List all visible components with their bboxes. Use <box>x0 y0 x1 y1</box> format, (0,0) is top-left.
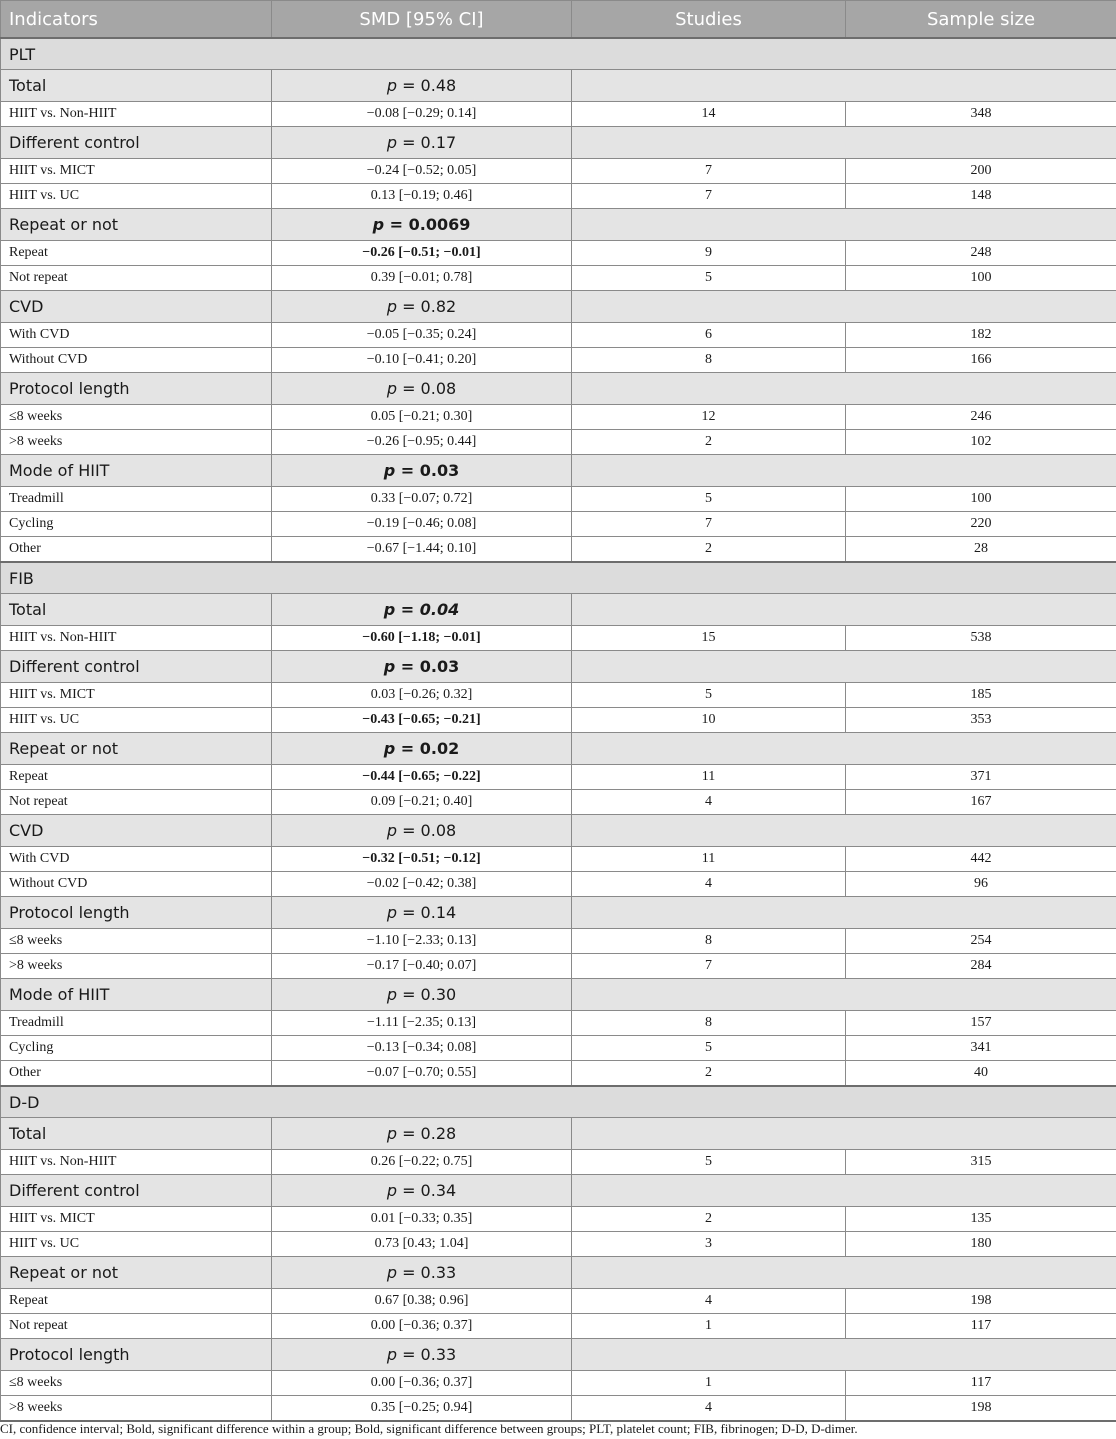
group-p-value <box>272 594 572 626</box>
table-row <box>1 241 1116 266</box>
group-row <box>1 897 1116 929</box>
table-row <box>1 1289 1116 1314</box>
group-label: Protocol length <box>1 897 272 929</box>
row-studies: 14 <box>572 102 846 127</box>
row-label: Other <box>1 1061 272 1087</box>
row-label: HIIT vs. UC <box>1 184 272 209</box>
row-smd: −0.24 [−0.52; 0.05] <box>272 159 572 184</box>
row-studies: 2 <box>572 430 846 455</box>
row-label: ≤8 weeks <box>1 1371 272 1396</box>
group-p-value <box>272 1257 572 1289</box>
row-label: Cycling <box>1 512 272 537</box>
table-row <box>1 708 1116 733</box>
row-sample-size: 96 <box>846 872 1116 897</box>
group-label: Total <box>1 70 272 102</box>
table-row <box>1 512 1116 537</box>
row-studies: 5 <box>572 487 846 512</box>
group-empty-cell <box>572 127 1116 159</box>
group-p-value <box>272 1118 572 1150</box>
table-row <box>1 765 1116 790</box>
row-studies: 5 <box>572 1036 846 1061</box>
row-studies: 4 <box>572 1396 846 1422</box>
row-smd: 0.00 [−0.36; 0.37] <box>272 1371 572 1396</box>
group-empty-cell <box>572 373 1116 405</box>
row-smd: −0.44 [−0.65; −0.22] <box>272 765 572 790</box>
p-symbol: p <box>386 76 397 95</box>
row-label: Repeat <box>1 241 272 266</box>
group-empty-cell <box>572 733 1116 765</box>
row-studies: 4 <box>572 1289 846 1314</box>
group-p-value <box>272 373 572 405</box>
p-value-text: = 0.28 <box>402 1124 457 1143</box>
row-label: HIIT vs. MICT <box>1 1207 272 1232</box>
row-smd: 0.03 [−0.26; 0.32] <box>272 683 572 708</box>
row-label: With CVD <box>1 847 272 872</box>
p-value-text: = 0.30 <box>402 985 457 1004</box>
row-smd: −0.26 [−0.95; 0.44] <box>272 430 572 455</box>
group-label: CVD <box>1 815 272 847</box>
row-sample-size: 200 <box>846 159 1116 184</box>
row-studies: 1 <box>572 1371 846 1396</box>
group-p-value <box>272 979 572 1011</box>
row-studies: 15 <box>572 626 846 651</box>
section-row <box>1 38 1116 70</box>
row-smd: 0.13 [−0.19; 0.46] <box>272 184 572 209</box>
table-row <box>1 872 1116 897</box>
row-smd: −0.43 [−0.65; −0.21] <box>272 708 572 733</box>
row-smd: −0.13 [−0.34; 0.08] <box>272 1036 572 1061</box>
table-row <box>1 1314 1116 1339</box>
row-label: HIIT vs. MICT <box>1 683 272 708</box>
row-label: Without CVD <box>1 872 272 897</box>
row-smd: −0.08 [−0.29; 0.14] <box>272 102 572 127</box>
row-label: With CVD <box>1 323 272 348</box>
row-studies: 8 <box>572 348 846 373</box>
group-p-value <box>272 70 572 102</box>
p-symbol: p <box>386 1124 397 1143</box>
group-p-value <box>272 291 572 323</box>
row-label: Not repeat <box>1 790 272 815</box>
section-label: D-D <box>1 1086 1116 1118</box>
row-sample-size: 315 <box>846 1150 1116 1175</box>
table-row <box>1 487 1116 512</box>
table-row <box>1 1011 1116 1036</box>
header-row <box>1 1 1116 39</box>
row-studies: 4 <box>572 872 846 897</box>
row-sample-size: 185 <box>846 683 1116 708</box>
row-smd: −0.07 [−0.70; 0.55] <box>272 1061 572 1087</box>
table-row <box>1 1232 1116 1257</box>
row-sample-size: 40 <box>846 1061 1116 1087</box>
row-sample-size: 284 <box>846 954 1116 979</box>
row-label: HIIT vs. Non-HIIT <box>1 1150 272 1175</box>
group-p-value <box>272 1175 572 1207</box>
p-value-text: = 0.33 <box>402 1263 457 1282</box>
section-row <box>1 562 1116 594</box>
group-row <box>1 1257 1116 1289</box>
group-row <box>1 733 1116 765</box>
table-row <box>1 626 1116 651</box>
p-symbol: p <box>386 133 397 152</box>
table-row <box>1 405 1116 430</box>
group-p-value <box>272 209 572 241</box>
group-label: Repeat or not <box>1 209 272 241</box>
group-empty-cell <box>572 1339 1116 1371</box>
row-studies: 2 <box>572 537 846 563</box>
row-label: Other <box>1 537 272 563</box>
row-label: Cycling <box>1 1036 272 1061</box>
row-smd: −0.32 [−0.51; −0.12] <box>272 847 572 872</box>
header-sample-size: Sample size <box>846 1 1116 39</box>
group-empty-cell <box>572 70 1116 102</box>
group-row <box>1 209 1116 241</box>
table-row <box>1 184 1116 209</box>
row-sample-size: 100 <box>846 487 1116 512</box>
p-value-text: = 0.03 <box>400 657 460 676</box>
table-row <box>1 1371 1116 1396</box>
row-studies: 11 <box>572 847 846 872</box>
table-row <box>1 1207 1116 1232</box>
p-value-text: = 0.33 <box>402 1345 457 1364</box>
row-label: Without CVD <box>1 348 272 373</box>
table-row <box>1 323 1116 348</box>
group-p-value <box>272 733 572 765</box>
row-studies: 10 <box>572 708 846 733</box>
p-value-text: = 0.14 <box>402 903 457 922</box>
row-label: >8 weeks <box>1 1396 272 1422</box>
row-label: ≤8 weeks <box>1 405 272 430</box>
group-label: Total <box>1 1118 272 1150</box>
group-label: Protocol length <box>1 1339 272 1371</box>
group-row <box>1 594 1116 626</box>
group-empty-cell <box>572 815 1116 847</box>
row-studies: 7 <box>572 954 846 979</box>
group-p-value <box>272 127 572 159</box>
table-row <box>1 790 1116 815</box>
group-p-value <box>272 1339 572 1371</box>
group-label: Mode of HIIT <box>1 455 272 487</box>
group-empty-cell <box>572 1257 1116 1289</box>
table-row <box>1 1061 1116 1087</box>
row-sample-size: 254 <box>846 929 1116 954</box>
group-label: CVD <box>1 291 272 323</box>
group-row <box>1 291 1116 323</box>
group-row <box>1 651 1116 683</box>
row-sample-size: 102 <box>846 430 1116 455</box>
row-studies: 7 <box>572 159 846 184</box>
group-p-value <box>272 897 572 929</box>
row-smd: −1.10 [−2.33; 0.13] <box>272 929 572 954</box>
row-sample-size: 198 <box>846 1396 1116 1422</box>
group-empty-cell <box>572 1118 1116 1150</box>
p-symbol: p <box>386 297 397 316</box>
row-smd: −0.60 [−1.18; −0.01] <box>272 626 572 651</box>
group-label: Mode of HIIT <box>1 979 272 1011</box>
section-label: FIB <box>1 562 1116 594</box>
group-empty-cell <box>572 979 1116 1011</box>
row-label: HIIT vs. MICT <box>1 159 272 184</box>
row-studies: 5 <box>572 266 846 291</box>
p-symbol: p <box>386 821 397 840</box>
row-smd: −0.10 [−0.41; 0.20] <box>272 348 572 373</box>
row-sample-size: 442 <box>846 847 1116 872</box>
group-row <box>1 127 1116 159</box>
row-smd: −0.19 [−0.46; 0.08] <box>272 512 572 537</box>
row-sample-size: 166 <box>846 348 1116 373</box>
group-empty-cell <box>572 594 1116 626</box>
row-sample-size: 157 <box>846 1011 1116 1036</box>
row-studies: 2 <box>572 1061 846 1087</box>
p-value-text: = 0.03 <box>400 461 460 480</box>
row-sample-size: 248 <box>846 241 1116 266</box>
p-value-text: = 0.08 <box>402 821 457 840</box>
group-empty-cell <box>572 651 1116 683</box>
row-studies: 8 <box>572 1011 846 1036</box>
row-label: HIIT vs. Non-HIIT <box>1 102 272 127</box>
row-sample-size: 180 <box>846 1232 1116 1257</box>
group-row <box>1 455 1116 487</box>
row-sample-size: 167 <box>846 790 1116 815</box>
row-sample-size: 371 <box>846 765 1116 790</box>
table-row <box>1 954 1116 979</box>
row-smd: −0.26 [−0.51; −0.01] <box>272 241 572 266</box>
table-footnote: CI, confidence interval; Bold, significant difference within a group; Bold, significant difference between groups; PLT, platelet count; FIB, fibrinogen; D-D, D-dimer. <box>0 1421 858 1436</box>
row-sample-size: 135 <box>846 1207 1116 1232</box>
row-studies: 12 <box>572 405 846 430</box>
group-label: Protocol length <box>1 373 272 405</box>
group-label: Different control <box>1 651 272 683</box>
p-symbol: p <box>386 985 397 1004</box>
row-studies: 2 <box>572 1207 846 1232</box>
row-smd: 0.73 [0.43; 1.04] <box>272 1232 572 1257</box>
row-smd: 0.35 [−0.25; 0.94] <box>272 1396 572 1422</box>
group-p-value <box>272 651 572 683</box>
row-smd: 0.33 [−0.07; 0.72] <box>272 487 572 512</box>
row-smd: −0.05 [−0.35; 0.24] <box>272 323 572 348</box>
group-label: Different control <box>1 1175 272 1207</box>
row-smd: 0.00 [−0.36; 0.37] <box>272 1314 572 1339</box>
group-row <box>1 979 1116 1011</box>
row-smd: 0.09 [−0.21; 0.40] <box>272 790 572 815</box>
group-empty-cell <box>572 897 1116 929</box>
row-studies: 11 <box>572 765 846 790</box>
row-sample-size: 28 <box>846 537 1116 563</box>
row-studies: 1 <box>572 1314 846 1339</box>
table-row <box>1 847 1116 872</box>
p-symbol: p <box>383 657 396 676</box>
p-value-text: = 0.82 <box>402 297 457 316</box>
row-smd: 0.01 [−0.33; 0.35] <box>272 1207 572 1232</box>
p-symbol: p <box>386 1263 397 1282</box>
row-label: Treadmill <box>1 1011 272 1036</box>
row-smd: −0.02 [−0.42; 0.38] <box>272 872 572 897</box>
group-row <box>1 815 1116 847</box>
row-sample-size: 353 <box>846 708 1116 733</box>
row-label: Not repeat <box>1 266 272 291</box>
p-symbol: p <box>386 1181 397 1200</box>
table-row <box>1 102 1116 127</box>
row-smd: −0.67 [−1.44; 0.10] <box>272 537 572 563</box>
p-value-text: = 0.0069 <box>389 215 471 234</box>
section-label: PLT <box>1 38 1116 70</box>
row-smd: −1.11 [−2.35; 0.13] <box>272 1011 572 1036</box>
row-label: Repeat <box>1 765 272 790</box>
row-studies: 4 <box>572 790 846 815</box>
section-row <box>1 1086 1116 1118</box>
p-symbol: p <box>383 600 396 619</box>
row-sample-size: 246 <box>846 405 1116 430</box>
row-studies: 7 <box>572 184 846 209</box>
row-studies: 3 <box>572 1232 846 1257</box>
table-row <box>1 1036 1116 1061</box>
p-value-text: = 0.17 <box>402 133 457 152</box>
row-sample-size: 341 <box>846 1036 1116 1061</box>
p-symbol: p <box>386 379 397 398</box>
group-row <box>1 70 1116 102</box>
row-smd: 0.67 [0.38; 0.96] <box>272 1289 572 1314</box>
group-row <box>1 1118 1116 1150</box>
group-row <box>1 373 1116 405</box>
group-label: Total <box>1 594 272 626</box>
p-symbol: p <box>386 903 397 922</box>
p-value-text: = 0.02 <box>400 739 460 758</box>
row-sample-size: 538 <box>846 626 1116 651</box>
row-sample-size: 198 <box>846 1289 1116 1314</box>
row-label: HIIT vs. UC <box>1 708 272 733</box>
row-sample-size: 117 <box>846 1314 1116 1339</box>
table-row <box>1 683 1116 708</box>
row-smd: 0.39 [−0.01; 0.78] <box>272 266 572 291</box>
header-indicators: Indicators <box>1 1 272 39</box>
group-label: Different control <box>1 127 272 159</box>
table-row <box>1 348 1116 373</box>
group-label: Repeat or not <box>1 1257 272 1289</box>
row-studies: 5 <box>572 1150 846 1175</box>
row-label: Repeat <box>1 1289 272 1314</box>
table-body <box>1 38 1116 1421</box>
row-smd: −0.17 [−0.40; 0.07] <box>272 954 572 979</box>
p-symbol: p <box>383 461 396 480</box>
row-label: HIIT vs. UC <box>1 1232 272 1257</box>
p-symbol: p <box>372 215 385 234</box>
table-row <box>1 537 1116 563</box>
row-label: >8 weeks <box>1 430 272 455</box>
table-row <box>1 1396 1116 1422</box>
row-sample-size: 348 <box>846 102 1116 127</box>
group-p-value <box>272 455 572 487</box>
p-value-text: = 0.48 <box>402 76 457 95</box>
row-smd: 0.26 [−0.22; 0.75] <box>272 1150 572 1175</box>
p-value-text: = 0.08 <box>402 379 457 398</box>
row-studies: 5 <box>572 683 846 708</box>
header-smd: SMD [95% CI] <box>272 1 572 39</box>
group-empty-cell <box>572 1175 1116 1207</box>
row-label: HIIT vs. Non-HIIT <box>1 626 272 651</box>
row-studies: 8 <box>572 929 846 954</box>
group-empty-cell <box>572 209 1116 241</box>
row-label: Not repeat <box>1 1314 272 1339</box>
p-symbol: p <box>386 1345 397 1364</box>
group-row <box>1 1175 1116 1207</box>
group-empty-cell <box>572 455 1116 487</box>
table-row <box>1 266 1116 291</box>
row-studies: 6 <box>572 323 846 348</box>
table-row <box>1 1150 1116 1175</box>
row-sample-size: 117 <box>846 1371 1116 1396</box>
group-label: Repeat or not <box>1 733 272 765</box>
group-row <box>1 1339 1116 1371</box>
table-row <box>1 159 1116 184</box>
header-studies: Studies <box>572 1 846 39</box>
row-label: >8 weeks <box>1 954 272 979</box>
group-p-value <box>272 815 572 847</box>
p-symbol: p <box>383 739 396 758</box>
table-row <box>1 929 1116 954</box>
row-studies: 9 <box>572 241 846 266</box>
row-sample-size: 148 <box>846 184 1116 209</box>
group-empty-cell <box>572 291 1116 323</box>
row-smd: 0.05 [−0.21; 0.30] <box>272 405 572 430</box>
row-label: Treadmill <box>1 487 272 512</box>
row-sample-size: 182 <box>846 323 1116 348</box>
p-value-text: = 0.04 <box>400 600 460 619</box>
table-row <box>1 430 1116 455</box>
p-value-text: = 0.34 <box>402 1181 457 1200</box>
row-sample-size: 100 <box>846 266 1116 291</box>
row-sample-size: 220 <box>846 512 1116 537</box>
row-label: ≤8 weeks <box>1 929 272 954</box>
row-studies: 7 <box>572 512 846 537</box>
